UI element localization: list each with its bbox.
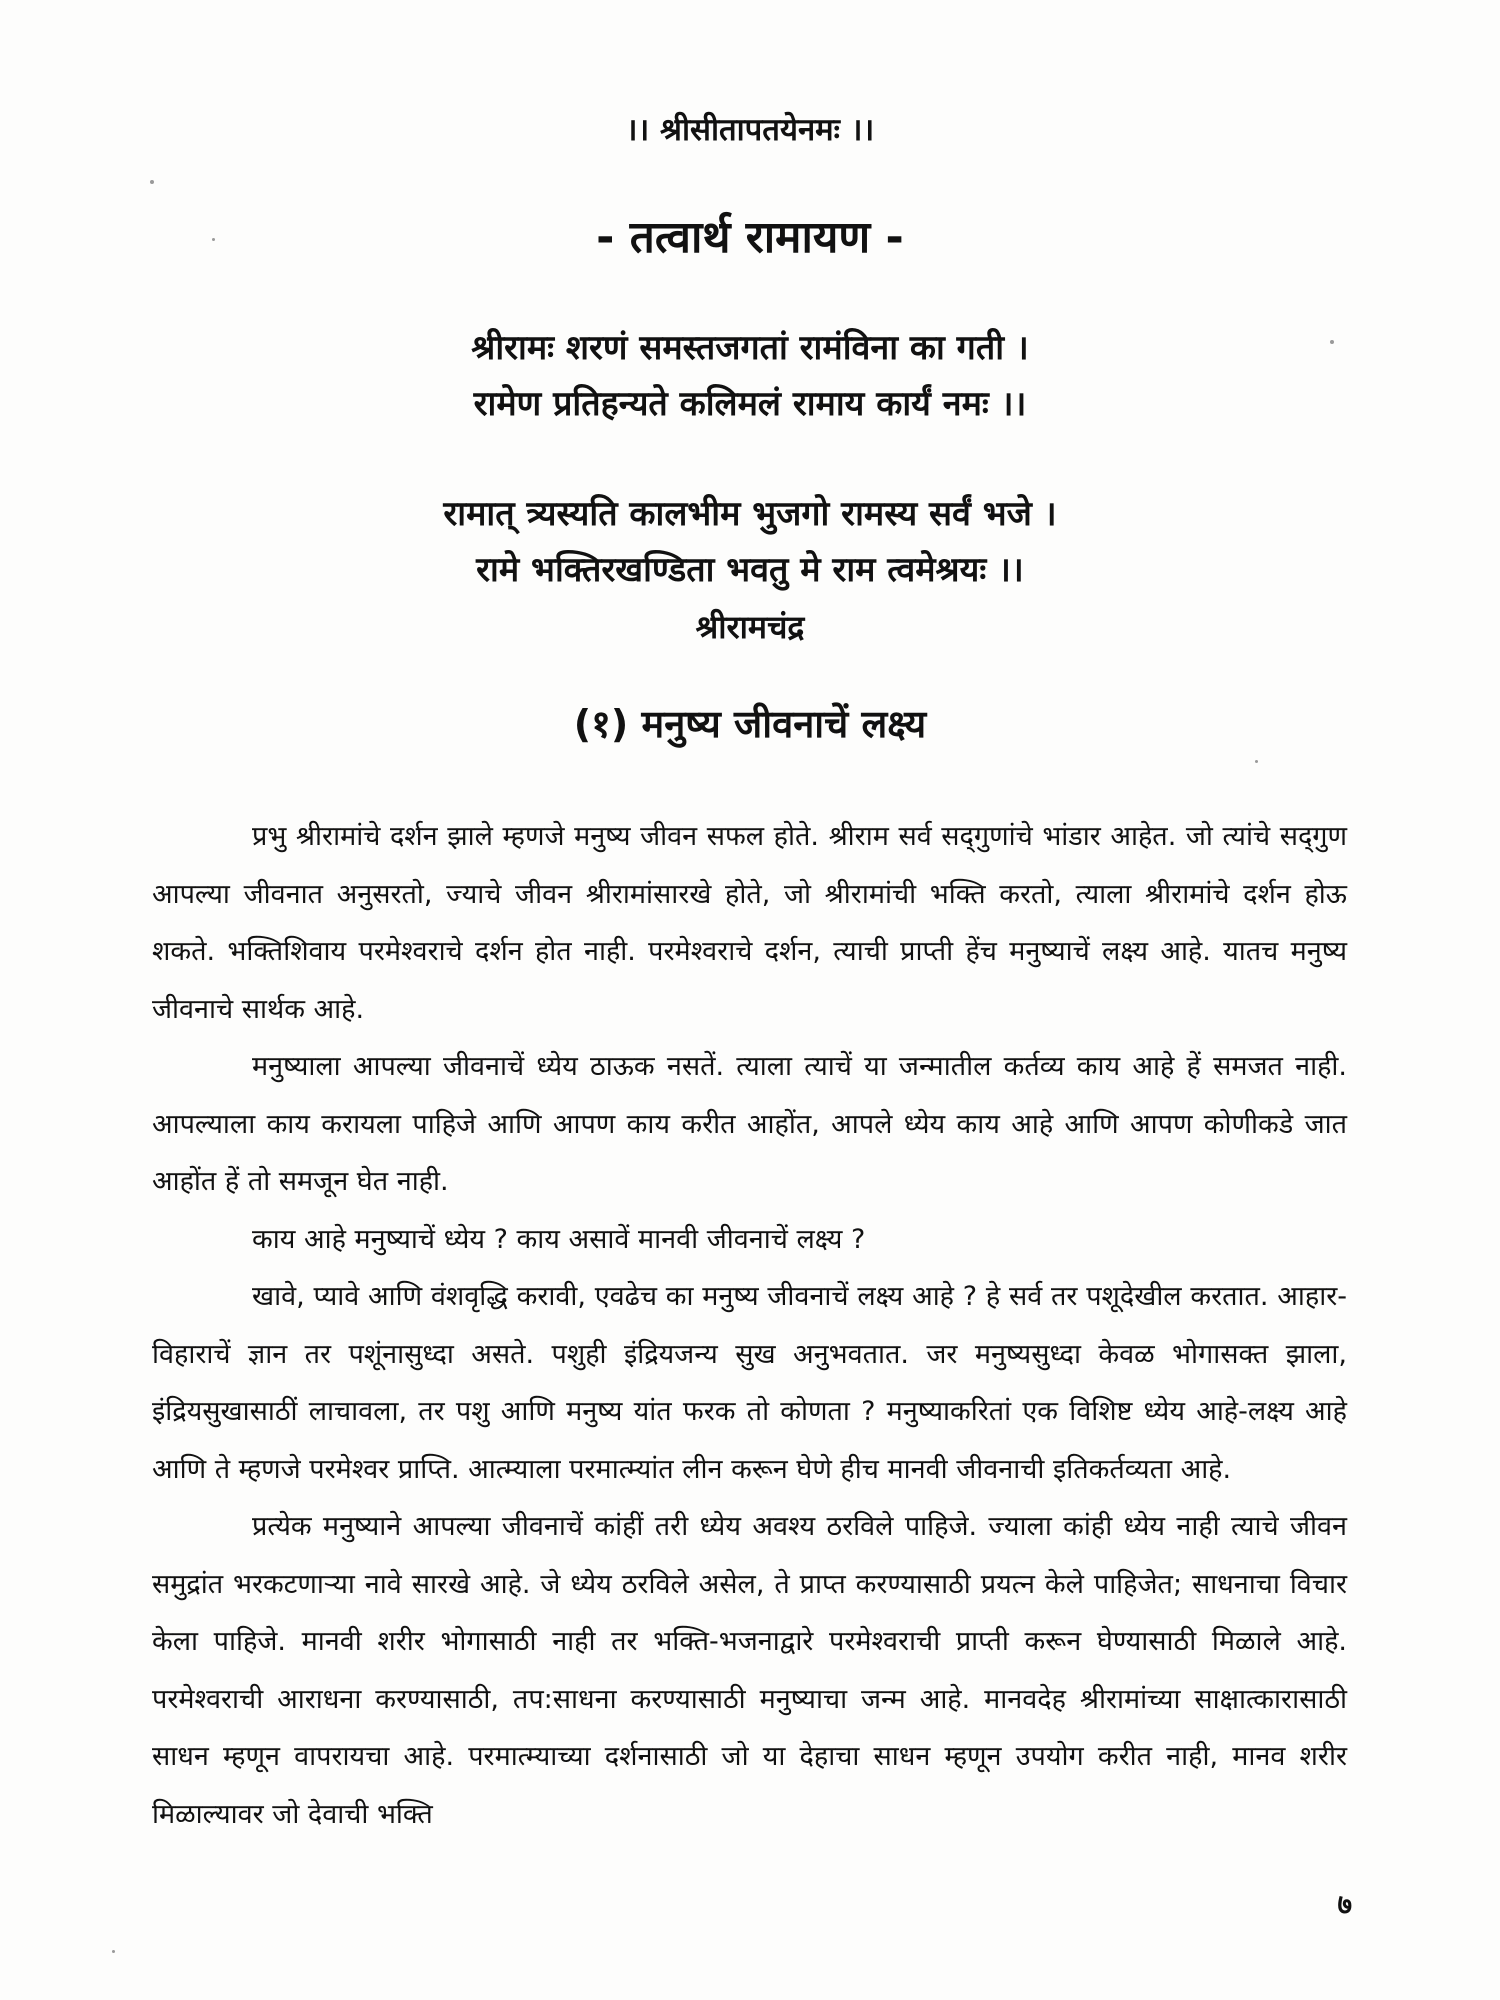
chapter-heading: (१) मनुष्य जीवनाचें लक्ष्य: [573, 702, 927, 746]
page-number: ७: [1337, 1888, 1352, 1921]
scan-speck: [1330, 340, 1334, 344]
verse-line: रामेण प्रतिहन्यते कलिमलं रामाय कार्यं नमः ।।: [473, 384, 1027, 424]
paragraph: खावे, प्यावे आणि वंशवृद्धि करावी, एवढेच का मनुष्य जीवनाचें लक्ष्य आहे ? हे सर्व तर पशूदेखील करतात. आहार-विहाराचें ज्ञान तर पशूंनासुध्दा असते. पशुही इंद्रियजन्य सुख अनुभवतात. जर मनुष्यसुध्दा केवळ भोगासक्त झाला, इंद्रियसुखासाठीं लाचावला, तर पशु आणि मनुष्य यांत फरक तो कोणता ? मनुष्याकरितां एक विशिष्ट ध्येय आहे-लक्ष्य आहे आणि ते म्हणजे परमेश्वर प्राप्ति. आत्म्याला परमात्म्यांत लीन करून घेणे हीच मानवी जीवनाची इतिकर्तव्यता आहे.: [152, 1281, 1347, 1485]
scan-speck: [112, 1950, 115, 1953]
scan-speck: [212, 238, 215, 241]
paragraph: मनुष्याला आपल्या जीवनाचें ध्येय ठाऊक नसतें. त्याला त्याचें या जन्मातील कर्तव्य काय आहे हें समजत नाही. आपल्याला काय करायला पाहिजे आणि आपण काय करीत आहोंत, आपले ध्येय काय आहे आणि आपण कोणीकडे जात आहोंत हें तो समजून घेत नाही.: [152, 1051, 1347, 1197]
invocation-line: ।। श्रीसीतापतयेनमः ।।: [625, 112, 875, 148]
verse-block: [0, 320, 1500, 432]
scan-speck: [1255, 760, 1258, 763]
verse-block: [0, 486, 1500, 598]
verse-line: रामे भक्तिरखण्डिता भवतु मे राम त्वमेश्रयः ।।: [476, 550, 1024, 590]
verse-line: श्रीरामः शरणं समस्तजगतां रामंविना का गती ।: [471, 328, 1029, 368]
page-title: - तत्वार्थ रामायण -: [596, 212, 904, 263]
author-name: श्रीरामचंद्र: [695, 608, 805, 646]
scan-speck: [150, 180, 154, 184]
paragraph: काय आहे मनुष्याचें ध्येय ? काय असावें मानवी जीवनाचें लक्ष्य ?: [252, 1223, 866, 1255]
paragraph: प्रत्येक मनुष्याने आपल्या जीवनाचें कांहीं तरी ध्येय अवश्य ठरविले पाहिजे. ज्याला कांही ध्येय नाही त्याचे जीवन समुद्रांत भरकटणाऱ्या नावे सारखे आहे. जे ध्येय ठरविले असेल, ते प्राप्त करण्यासाठी प्रयत्न केले पाहिजेत; साधनाचा विचार केला पाहिजे. मानवी शरीर भोगासाठी नाही तर भक्ति-भजनाद्वारे परमेश्वराची प्राप्ती करून घेण्यासाठी मिळाले आहे. परमेश्वराची आराधना करण्यासाठी, तप:साधना करण्यासाठी मनुष्याचा जन्म आहे. मानवदेह श्रीरामांच्या साक्षात्कारासाठी साधन म्हणून वापरायचा आहे. परमात्म्याच्या दर्शनासाठी जो या देहाचा साधन म्हणून उपयोग करीत नाही, मानव शरीर मिळाल्यावर जो देवाची भक्ति: [152, 1511, 1347, 1830]
body-text: [152, 808, 1347, 1843]
verse-line: रामात् त्र्यस्यति कालभीम भुजगो रामस्य सर्वं भजे ।: [443, 494, 1057, 534]
paragraph: प्रभु श्रीरामांचे दर्शन झाले म्हणजे मनुष्य जीवन सफल होते. श्रीराम सर्व सद्‌गुणांचे भांडार आहेत. जो त्यांचे सद्‌गुण आपल्या जीवनात अनुसरतो, ज्याचे जीवन श्रीरामांसारखे होते, जो श्रीरामांची भक्ति करतो, त्याला श्रीरामांचे दर्शन होऊ शकते. भक्तिशिवाय परमेश्वराचे दर्शन होत नाही. परमेश्वराचे दर्शन, त्याची प्राप्ती हेंच मनुष्याचें लक्ष्य आहे. यातच मनुष्य जीवनाचे सार्थक आहे.: [152, 821, 1347, 1025]
